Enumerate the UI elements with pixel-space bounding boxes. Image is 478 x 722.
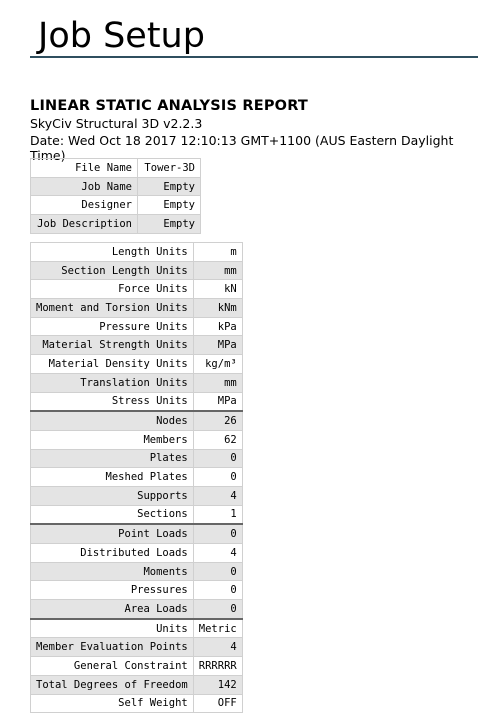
setting-label: Nodes (31, 411, 194, 430)
setting-value: 0 (193, 562, 242, 581)
setting-label: Area Loads (31, 600, 194, 619)
setting-value: 0 (193, 468, 242, 487)
table-row (31, 355, 243, 374)
setting-label: Distributed Loads (31, 544, 194, 563)
setting-value: OFF (193, 694, 242, 713)
job-info-value: Empty (138, 196, 201, 215)
setting-value: kNm (193, 299, 242, 318)
setting-value: 1 (193, 505, 242, 524)
table-row (31, 544, 243, 563)
setting-label: General Constraint (31, 657, 194, 676)
setting-label: Section Length Units (31, 261, 194, 280)
setting-value: MPa (193, 392, 242, 411)
setting-value: kN (193, 280, 242, 299)
page-title: Job Setup (38, 16, 205, 56)
table-row (31, 317, 243, 336)
setting-label: Material Density Units (31, 355, 194, 374)
settings-table (30, 242, 243, 713)
setting-value: 0 (193, 600, 242, 619)
setting-label: Moments (31, 562, 194, 581)
setting-value: RRRRRR (193, 657, 242, 676)
setting-value: 4 (193, 544, 242, 563)
table-row (31, 373, 243, 392)
table-row (31, 411, 243, 430)
setting-value: MPa (193, 336, 242, 355)
setting-value: Metric (193, 619, 242, 638)
setting-label: Stress Units (31, 392, 194, 411)
job-info-value: Tower-3D (138, 159, 201, 178)
setting-value: mm (193, 373, 242, 392)
setting-label: Material Strength Units (31, 336, 194, 355)
setting-value: 4 (193, 638, 242, 657)
setting-value: kPa (193, 317, 242, 336)
table-row (31, 336, 243, 355)
job-info-label: File Name (31, 159, 138, 178)
table-row (31, 243, 243, 262)
job-info-value: Empty (138, 177, 201, 196)
table-row (31, 505, 243, 524)
setting-label: Supports (31, 486, 194, 505)
report-date: Date: Wed Oct 18 2017 12:10:13 GMT+1100 (AUS Eastern Daylight Time) (30, 133, 454, 163)
table-row (31, 694, 243, 713)
setting-value: 0 (193, 524, 242, 543)
table-row (31, 261, 243, 280)
setting-label: Member Evaluation Points (31, 638, 194, 657)
setting-value: 62 (193, 430, 242, 449)
table-row (31, 524, 243, 543)
setting-value: 26 (193, 411, 242, 430)
setting-label: Length Units (31, 243, 194, 262)
software-version: SkyCiv Structural 3D v2.2.3 (30, 116, 203, 131)
setting-label: Members (31, 430, 194, 449)
table-row (31, 215, 201, 234)
setting-label: Plates (31, 449, 194, 468)
setting-label: Sections (31, 505, 194, 524)
setting-value: 4 (193, 486, 242, 505)
table-row (31, 657, 243, 676)
setting-label: Self Weight (31, 694, 194, 713)
table-row (31, 196, 201, 215)
table-row (31, 581, 243, 600)
setting-label: Units (31, 619, 194, 638)
table-row (31, 619, 243, 638)
setting-label: Point Loads (31, 524, 194, 543)
setting-value: kg/m³ (193, 355, 242, 374)
setting-value: 142 (193, 675, 242, 694)
setting-value: mm (193, 261, 242, 280)
setting-label: Translation Units (31, 373, 194, 392)
table-row (31, 392, 243, 411)
setting-label: Meshed Plates (31, 468, 194, 487)
job-info-value: Empty (138, 215, 201, 234)
table-row (31, 600, 243, 619)
job-info-label: Designer (31, 196, 138, 215)
table-row (31, 430, 243, 449)
table-row (31, 468, 243, 487)
table-row (31, 638, 243, 657)
table-row (31, 280, 243, 299)
table-row (31, 449, 243, 468)
table-row (31, 159, 201, 178)
setting-label: Pressure Units (31, 317, 194, 336)
job-info-label: Job Description (31, 215, 138, 234)
table-row (31, 562, 243, 581)
report-title: LINEAR STATIC ANALYSIS REPORT (30, 98, 309, 114)
setting-value: 0 (193, 449, 242, 468)
table-row (31, 177, 201, 196)
table-row (31, 299, 243, 318)
setting-label: Moment and Torsion Units (31, 299, 194, 318)
title-divider (30, 56, 478, 58)
setting-value: m (193, 243, 242, 262)
setting-label: Pressures (31, 581, 194, 600)
job-info-table (30, 158, 201, 234)
job-info-label: Job Name (31, 177, 138, 196)
table-row (31, 486, 243, 505)
setting-value: 0 (193, 581, 242, 600)
setting-label: Total Degrees of Freedom (31, 675, 194, 694)
table-row (31, 675, 243, 694)
setting-label: Force Units (31, 280, 194, 299)
